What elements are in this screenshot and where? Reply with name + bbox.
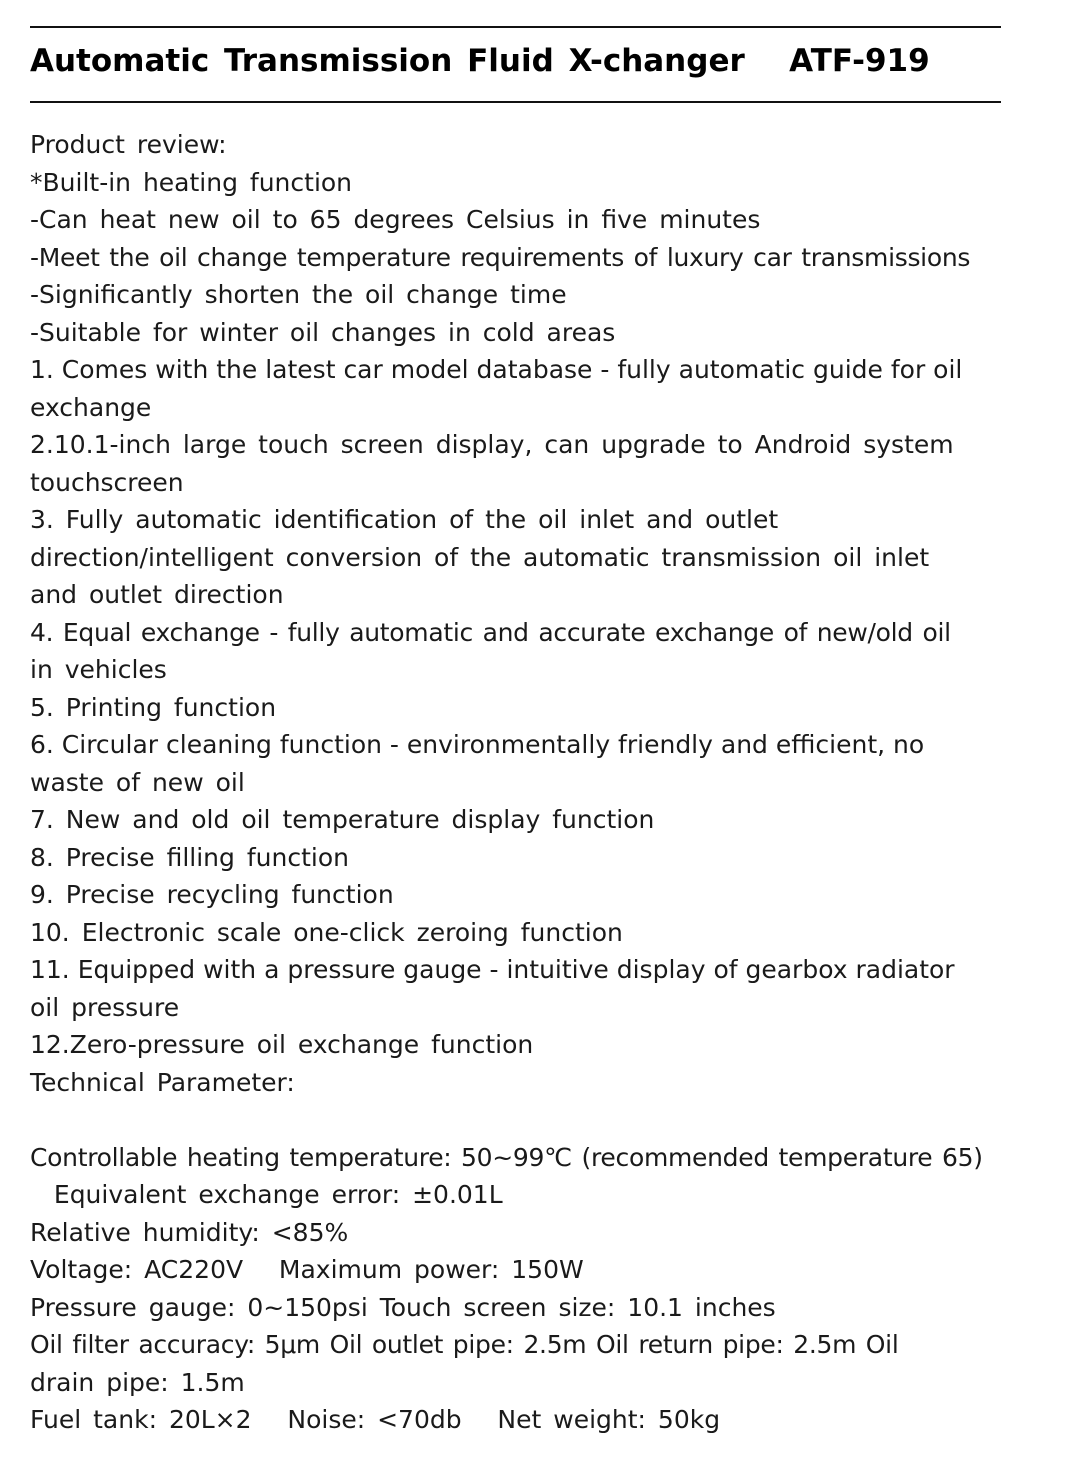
document-title: Automatic Transmission Fluid X-changer ATF-919	[30, 43, 930, 79]
text-line: 10. Electronic scale one-click zeroing function	[30, 917, 623, 947]
bottom-rule	[30, 101, 1001, 103]
text-line: 4. Equal exchange - fully automatic and accurate exchange of new/old oil	[30, 617, 951, 647]
text-line: 3. Fully automatic identification of the oil inlet and outlet	[30, 505, 779, 534]
text-line: Pressure gauge: 0~150psi Touch screen size: 10.1 inches	[30, 1292, 776, 1322]
text-line: 11. Equipped with a pressure gauge - intuitive display of gearbox radiator	[30, 955, 955, 984]
text-line: 9. Precise recycling function	[30, 880, 394, 909]
text-line: 5. Printing function	[30, 692, 277, 722]
text-line: *Built-in heating function	[30, 167, 353, 197]
text-line: Voltage: AC220V Maximum power: 150W	[30, 1255, 584, 1284]
text-line: touchscreen	[30, 467, 184, 497]
text-line: Equivalent exchange error: ±0.01L	[30, 1180, 503, 1209]
text-line: Relative humidity: <85%	[30, 1217, 349, 1247]
text-line: Fuel tank: 20L×2 Noise: <70db Net weight: 50kg	[30, 1405, 721, 1434]
text-line: -Suitable for winter oil changes in cold areas	[30, 317, 616, 347]
text-line: Product review:	[30, 130, 227, 159]
document-body	[30, 126, 1040, 1439]
text-line: -Meet the oil change temperature requirements of luxury car transmissions	[30, 242, 971, 272]
top-rule	[30, 26, 1001, 28]
text-line: in vehicles	[30, 655, 167, 684]
text-line: waste of new oil	[30, 767, 245, 797]
text-line: Technical Parameter:	[30, 1067, 295, 1097]
text-line: 7. New and old oil temperature display function	[30, 805, 655, 834]
text-line: exchange	[30, 392, 152, 422]
text-line: 2.10.1-inch large touch screen display, can upgrade to Android system	[30, 430, 954, 459]
text-line: 8. Precise filling function	[30, 842, 349, 872]
text-line: 6. Circular cleaning function - environmentally friendly and efficient, no	[30, 730, 925, 759]
blank-line	[30, 1101, 1040, 1139]
text-line: Controllable heating temperature: 50~99℃ (recommended temperature 65)	[30, 1142, 983, 1172]
text-line: and outlet direction	[30, 580, 284, 609]
text-line: direction/intelligent conversion of the automatic transmission oil inlet	[30, 542, 930, 572]
text-line: 12.Zero-pressure oil exchange function	[30, 1030, 534, 1059]
text-line: -Can heat new oil to 65 degrees Celsius in five minutes	[30, 205, 761, 234]
text-line: -Significantly shorten the oil change time	[30, 280, 567, 309]
text-line: Oil filter accuracy: 5μm Oil outlet pipe: 2.5m Oil return pipe: 2.5m Oil	[30, 1330, 899, 1359]
text-line: drain pipe: 1.5m	[30, 1367, 245, 1397]
text-line: 1. Comes with the latest car model database - fully automatic guide for oil	[30, 355, 963, 384]
text-line: oil pressure	[30, 992, 180, 1022]
